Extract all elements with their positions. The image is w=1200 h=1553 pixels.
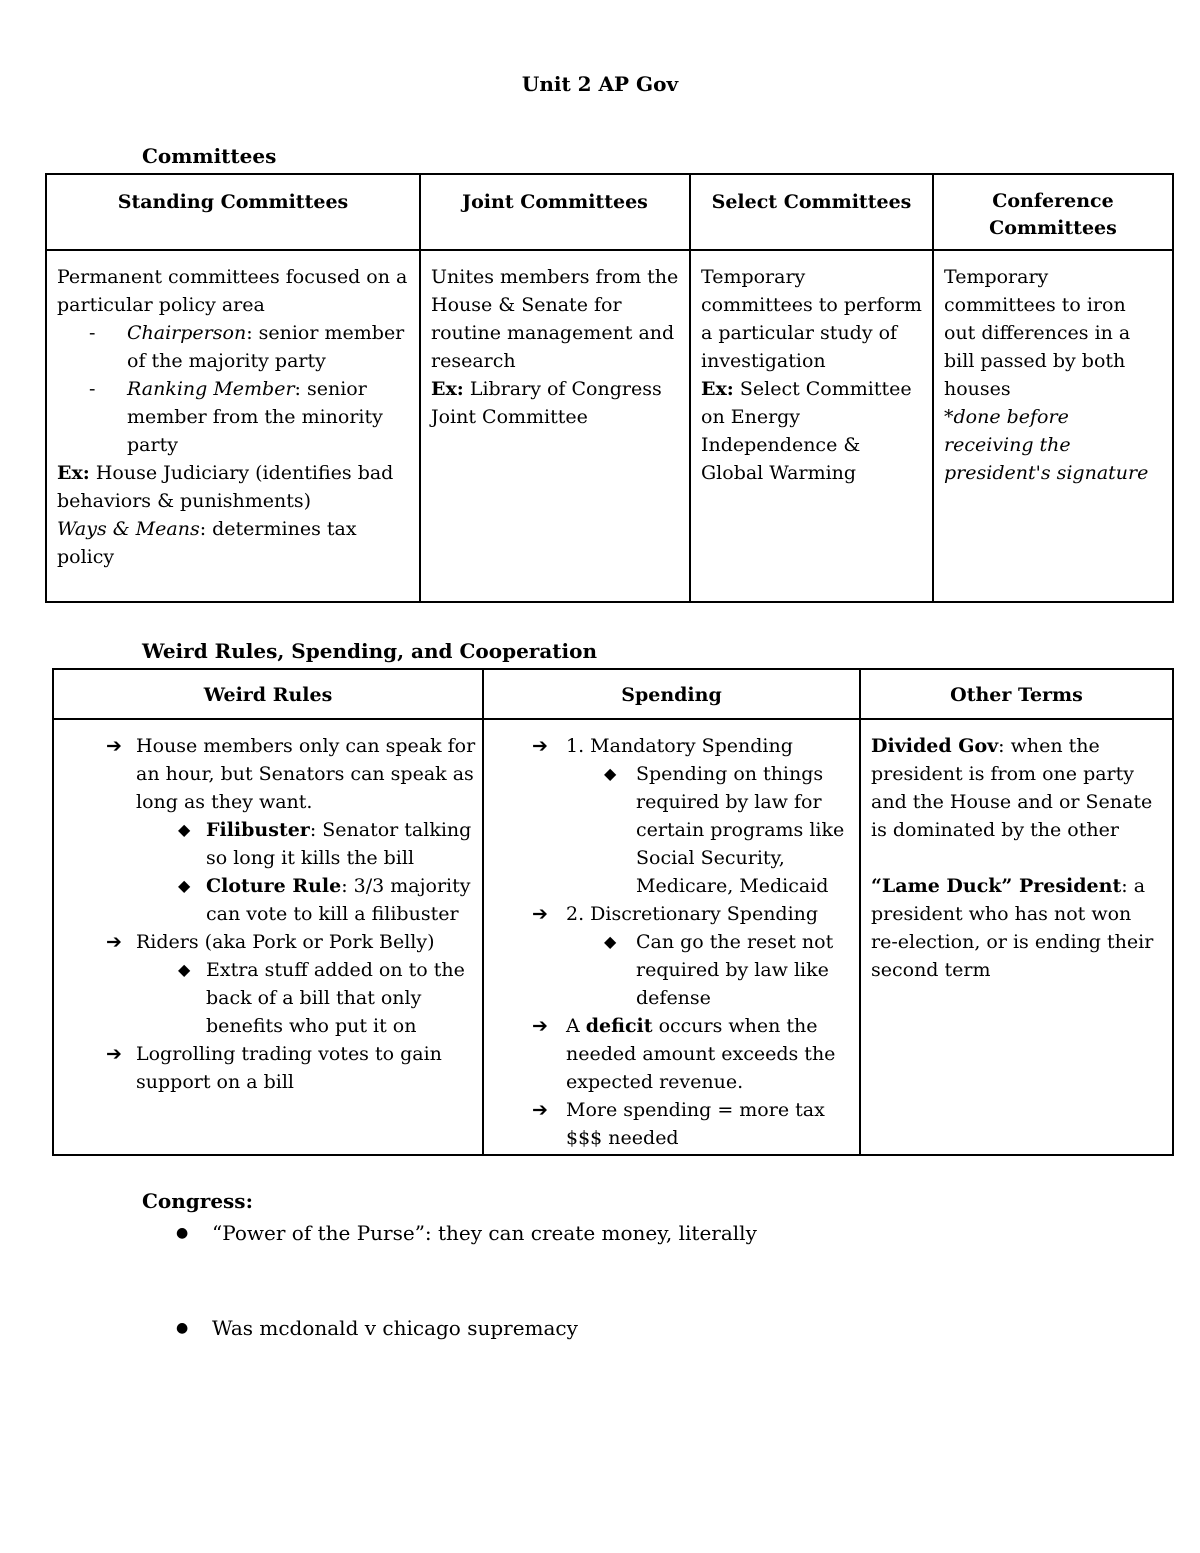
role-term: Chairperson bbox=[127, 322, 247, 344]
committees-table bbox=[45, 173, 1174, 603]
select-text: Temporary committees to perform a particular study of investigation bbox=[701, 266, 922, 372]
list-item bbox=[64, 732, 476, 928]
cell-select bbox=[690, 250, 933, 602]
divided-gov-definition bbox=[871, 732, 1164, 844]
lame-desc: : a president who has not won re-election, or is ending their second term bbox=[871, 875, 1154, 981]
arrow-marker: ➔ bbox=[106, 735, 122, 757]
congress-list bbox=[176, 1219, 757, 1247]
list-item bbox=[134, 816, 476, 872]
spending-text: 2. Discretionary Spending bbox=[566, 903, 819, 925]
sub-list bbox=[134, 956, 476, 1040]
arrow-marker: ➔ bbox=[106, 1043, 122, 1065]
example-label: Ex: bbox=[701, 378, 734, 400]
list-item bbox=[134, 872, 476, 928]
example-label: Ex: bbox=[57, 462, 90, 484]
rules-table bbox=[52, 668, 1174, 1156]
rule-text: Riders (aka Pork or Pork Belly) bbox=[136, 931, 435, 953]
list-item bbox=[494, 732, 853, 900]
cell-conference bbox=[933, 250, 1173, 602]
lame-duck-definition bbox=[871, 872, 1164, 984]
list-item bbox=[64, 1040, 476, 1096]
discretionary-desc: Can go the reset not required by law like defense bbox=[636, 931, 834, 1009]
header-conference: Conference Committees bbox=[933, 174, 1173, 250]
diamond-marker: ◆ bbox=[178, 876, 191, 895]
header-spending: Spending bbox=[483, 669, 860, 719]
page-title: Unit 2 AP Gov bbox=[521, 72, 679, 96]
cell-other-terms bbox=[860, 719, 1173, 1155]
committees-heading: Committees bbox=[142, 144, 277, 168]
list-item bbox=[494, 1096, 853, 1152]
rules-header-row bbox=[53, 669, 1173, 719]
deficit-pre: A bbox=[566, 1015, 586, 1037]
divided-term: Divided Gov bbox=[871, 735, 999, 757]
cell-standing bbox=[46, 250, 420, 602]
arrow-marker: ➔ bbox=[532, 735, 548, 757]
diamond-marker: ◆ bbox=[178, 820, 191, 839]
diamond-marker: ◆ bbox=[604, 764, 617, 783]
deficit-term: deficit bbox=[585, 1015, 653, 1037]
arrow-marker: ➔ bbox=[106, 931, 122, 953]
congress-item-text: Was mcdonald v chicago supremacy bbox=[212, 1316, 578, 1340]
arrow-marker: ➔ bbox=[532, 1015, 548, 1037]
bullet-marker: ● bbox=[176, 1320, 189, 1336]
committees-header-row bbox=[46, 174, 1173, 250]
deficit-post: occurs when the needed amount exceeds the expected revenue. bbox=[566, 1015, 836, 1093]
header-other-terms: Other Terms bbox=[860, 669, 1173, 719]
arrow-marker: ➔ bbox=[532, 903, 548, 925]
standing-example bbox=[57, 459, 409, 515]
cell-joint bbox=[420, 250, 690, 602]
role-desc: : senior member from the minority party bbox=[127, 378, 383, 456]
sub-list bbox=[564, 760, 853, 900]
standing-ways-means bbox=[57, 515, 409, 571]
congress-list-2 bbox=[176, 1314, 578, 1342]
committees-body-row bbox=[46, 250, 1173, 602]
header-select: Select Committees bbox=[690, 174, 933, 250]
spending-text: More spending = more tax $$$ needed bbox=[566, 1099, 825, 1149]
role-term: Ranking Member bbox=[127, 378, 295, 400]
rules-heading: Weird Rules, Spending, and Cooperation bbox=[142, 639, 597, 663]
ways-desc: : determines tax policy bbox=[57, 518, 357, 568]
rule-text: Logrolling trading votes to gain support on a bill bbox=[136, 1043, 442, 1093]
spacer bbox=[871, 844, 1164, 872]
role-desc: : senior member of the majority party bbox=[127, 322, 405, 372]
joint-text: Unites members from the House & Senate for routine management and research bbox=[431, 266, 679, 372]
mandatory-desc: Spending on things required by law for certain programs like Social Security, Medicare, Medicaid bbox=[636, 763, 845, 897]
arrow-marker: ➔ bbox=[532, 1099, 548, 1121]
spending-text: 1. Mandatory Spending bbox=[566, 735, 793, 757]
list-item bbox=[57, 375, 409, 459]
dash-marker: - bbox=[89, 322, 96, 344]
example-text: Select Committee on Energy Independence & Global Warming bbox=[701, 378, 912, 484]
conference-text: Temporary committees to iron out differences in a bill passed by both houses bbox=[944, 266, 1131, 400]
dash-marker: - bbox=[89, 378, 96, 400]
cell-weird-rules bbox=[53, 719, 483, 1155]
ways-term: Ways & Means bbox=[57, 518, 200, 540]
rules-body-row bbox=[53, 719, 1173, 1155]
list-item bbox=[64, 928, 476, 1040]
list-item bbox=[494, 1012, 853, 1096]
congress-item-text: “Power of the Purse”: they can create money, literally bbox=[212, 1221, 757, 1245]
example-text: House Judiciary (identifies bad behaviors & punishments) bbox=[57, 462, 394, 512]
joint-example bbox=[431, 375, 679, 431]
filibuster-desc: : Senator talking so long it kills the bill bbox=[206, 819, 472, 869]
bullet-marker: ● bbox=[176, 1225, 189, 1241]
header-joint: Joint Committees bbox=[420, 174, 690, 250]
weird-rules-list bbox=[64, 732, 476, 1096]
rider-desc: Extra stuff added on to the back of a bill that only benefits who put it on bbox=[206, 959, 465, 1037]
filibuster-term: Filibuster bbox=[206, 819, 310, 841]
list-item bbox=[134, 956, 476, 1040]
standing-roles-list bbox=[57, 319, 409, 459]
diamond-marker: ◆ bbox=[604, 932, 617, 951]
cloture-desc: : 3/3 majority can vote to kill a filibuster bbox=[206, 875, 471, 925]
spending-list bbox=[494, 732, 853, 1152]
congress-heading: Congress: bbox=[142, 1189, 253, 1213]
list-item bbox=[494, 900, 853, 1012]
sub-list bbox=[564, 928, 853, 1012]
example-text: Library of Congress Joint Committee bbox=[431, 378, 662, 428]
list-item bbox=[176, 1219, 757, 1247]
diamond-marker: ◆ bbox=[178, 960, 191, 979]
header-weird-rules: Weird Rules bbox=[53, 669, 483, 719]
list-item bbox=[564, 760, 853, 900]
example-label: Ex: bbox=[431, 378, 464, 400]
list-item bbox=[176, 1314, 578, 1342]
standing-intro: Permanent committees focused on a particular policy area bbox=[57, 266, 408, 316]
list-item bbox=[564, 928, 853, 1012]
cell-spending bbox=[483, 719, 860, 1155]
conference-note: *done before receiving the president's signature bbox=[944, 406, 1149, 484]
header-standing: Standing Committees bbox=[46, 174, 420, 250]
select-example bbox=[701, 375, 922, 487]
lame-term: “Lame Duck” President bbox=[871, 875, 1122, 897]
rule-text: House members only can speak for an hour, but Senators can speak as long as they want. bbox=[136, 735, 476, 813]
cloture-term: Cloture Rule bbox=[206, 875, 342, 897]
sub-list bbox=[134, 816, 476, 928]
divided-desc: : when the president is from one party and the House and or Senate is dominated by the other bbox=[871, 735, 1153, 841]
list-item bbox=[57, 319, 409, 375]
